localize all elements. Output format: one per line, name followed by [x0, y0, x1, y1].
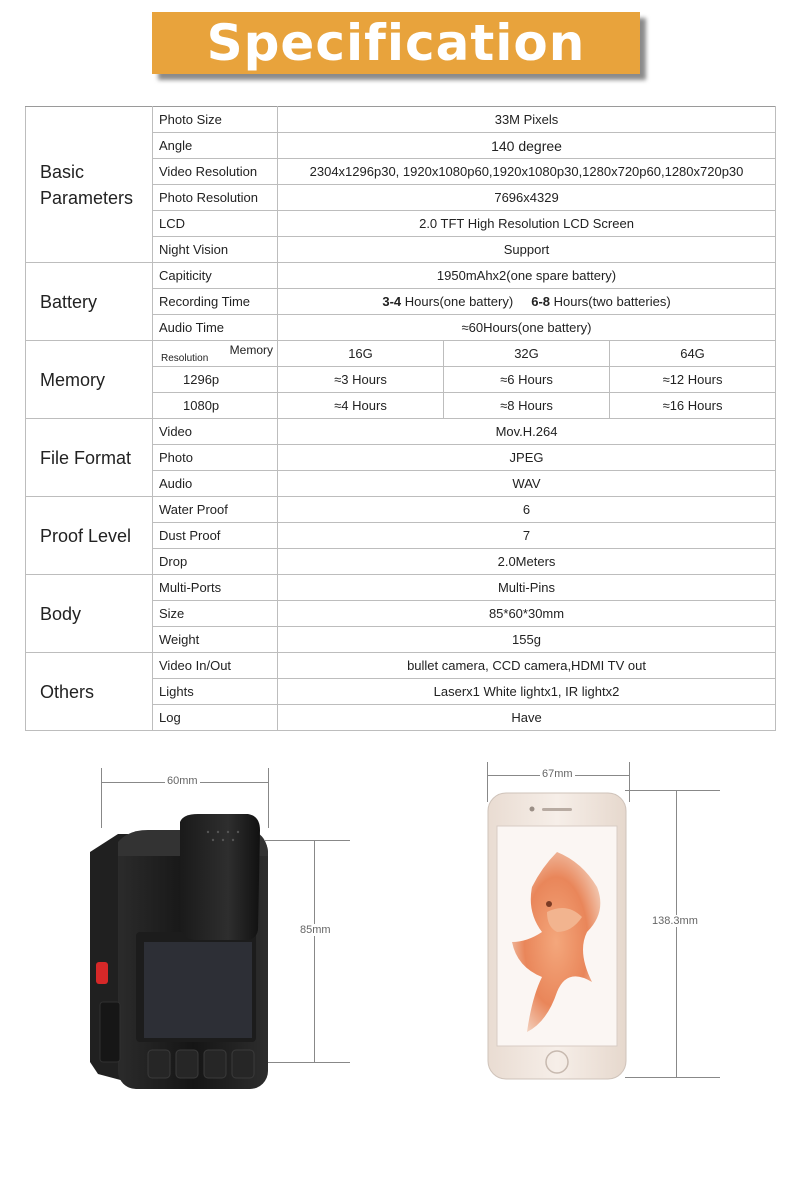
row-label: Photo	[153, 445, 278, 471]
row-value: JPEG	[278, 445, 776, 471]
table-row	[26, 419, 776, 445]
row-value: 2.0Meters	[278, 549, 776, 575]
camera-width-label: 60mm	[167, 775, 198, 787]
row-label: 1296p	[153, 367, 278, 393]
category-body: Body	[26, 575, 153, 653]
row-value: 7	[278, 523, 776, 549]
row-label: 1080p	[153, 393, 278, 419]
table-row	[26, 341, 776, 367]
camera-height-dim-line	[314, 840, 315, 1063]
row-label: Video Resolution	[153, 159, 278, 185]
row-value: ≈60Hours(one battery)	[278, 315, 776, 341]
recording-time-one-text: Hours(one battery)	[401, 294, 514, 309]
row-label: Size	[153, 601, 278, 627]
row-label: Dust Proof	[153, 523, 278, 549]
memory-header-label: Memory	[229, 343, 273, 357]
row-value: WAV	[278, 471, 776, 497]
recording-time-two-text: Hours(two batteries)	[550, 294, 671, 309]
row-label: Log	[153, 705, 278, 731]
memory-column-16g: 16G	[278, 341, 444, 367]
row-value: 155g	[278, 627, 776, 653]
row-label: Photo Size	[153, 107, 278, 133]
row-value: ≈8 Hours	[444, 393, 610, 419]
camera-height-ext-top	[265, 840, 350, 841]
row-label: Video	[153, 419, 278, 445]
table-row	[26, 263, 776, 289]
camera-height-ext-bottom	[265, 1062, 350, 1063]
resolution-header-label: Resolution	[161, 353, 209, 364]
row-value: 7696x4329	[278, 185, 776, 211]
category-file-format: File Format	[26, 419, 153, 497]
camera-height-label: 85mm	[300, 924, 331, 936]
row-value: Have	[278, 705, 776, 731]
category-battery: Battery	[26, 263, 153, 341]
row-label: Audio Time	[153, 315, 278, 341]
row-value: 6	[278, 497, 776, 523]
table-row	[26, 575, 776, 601]
row-value: 85*60*30mm	[278, 601, 776, 627]
row-label: Drop	[153, 549, 278, 575]
row-label: LCD	[153, 211, 278, 237]
row-label: Photo Resolution	[153, 185, 278, 211]
row-label: Audio	[153, 471, 278, 497]
table-row	[26, 497, 776, 523]
recording-time-two-num: 6-8	[531, 294, 551, 309]
phone-width-label: 67mm	[542, 768, 573, 780]
spec-table	[25, 106, 776, 731]
category-memory: Memory	[26, 341, 153, 419]
phone-height-dim-line	[676, 790, 677, 1078]
page-title: Specification	[206, 14, 586, 72]
row-value: 140 degree	[278, 133, 776, 159]
phone-height-ext-top	[625, 790, 720, 791]
row-value: Multi-Pins	[278, 575, 776, 601]
row-label: Water Proof	[153, 497, 278, 523]
row-label: Night Vision	[153, 237, 278, 263]
phone-height-label: 138.3mm	[652, 915, 698, 927]
phone-width-ext-right	[629, 762, 630, 802]
row-value: Support	[278, 237, 776, 263]
row-label: Capiticity	[153, 263, 278, 289]
row-value: 2304x1296p30, 1920x1080p60,1920x1080p30,1280x720p60,1280x720p30	[278, 159, 776, 185]
row-value: 2.0 TFT High Resolution LCD Screen	[278, 211, 776, 237]
recording-time-value	[278, 289, 776, 315]
row-value: 1950mAhx2(one spare battery)	[278, 263, 776, 289]
memory-column-64g: 64G	[610, 341, 776, 367]
memory-column-32g: 32G	[444, 341, 610, 367]
body-camera-image	[88, 812, 273, 1097]
row-value: 33M Pixels	[278, 107, 776, 133]
row-value: ≈16 Hours	[610, 393, 776, 419]
phone-image	[487, 792, 627, 1080]
recording-time-one-num: 3-4	[382, 294, 402, 309]
table-row	[26, 107, 776, 133]
row-label: Lights	[153, 679, 278, 705]
row-value: bullet camera, CCD camera,HDMI TV out	[278, 653, 776, 679]
row-label: Video In/Out	[153, 653, 278, 679]
row-label: Weight	[153, 627, 278, 653]
phone-height-ext-bottom	[625, 1077, 720, 1078]
row-value: Laserx1 White lightx1, IR lightx2	[278, 679, 776, 705]
row-value: Mov.H.264	[278, 419, 776, 445]
row-label: Angle	[153, 133, 278, 159]
row-value: ≈4 Hours	[278, 393, 444, 419]
row-label: Multi-Ports	[153, 575, 278, 601]
table-row	[26, 653, 776, 679]
category-others: Others	[26, 653, 153, 731]
row-value: ≈3 Hours	[278, 367, 444, 393]
row-value: ≈6 Hours	[444, 367, 610, 393]
category-basic-parameters: Basic Parameters	[26, 107, 153, 263]
memory-resolution-header	[153, 341, 278, 367]
title-banner	[152, 12, 640, 74]
row-value: ≈12 Hours	[610, 367, 776, 393]
category-proof-level: Proof Level	[26, 497, 153, 575]
row-label: Recording Time	[153, 289, 278, 315]
